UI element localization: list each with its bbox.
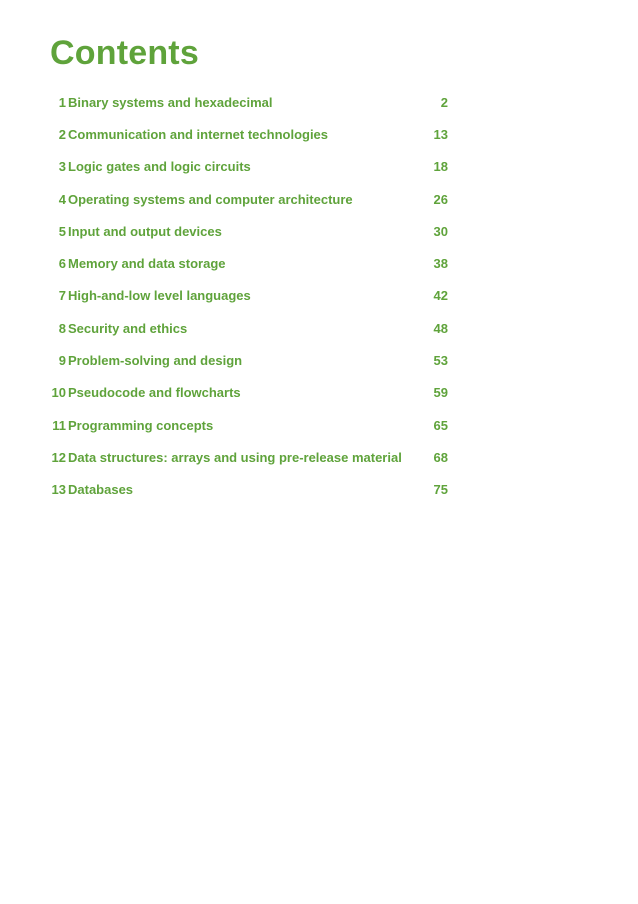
chapter-title: Operating systems and computer architecture bbox=[68, 191, 353, 207]
chapter-number: 9 bbox=[58, 353, 66, 369]
chapter-number: 4 bbox=[58, 191, 66, 207]
toc-entry-3[interactable] bbox=[50, 151, 448, 183]
chapter-title: Binary systems and hexadecimal bbox=[68, 94, 273, 110]
chapter-title: Databases bbox=[68, 482, 134, 498]
table-of-contents bbox=[50, 86, 448, 506]
toc-entry-7[interactable] bbox=[50, 280, 448, 312]
chapter-page-number: 38 bbox=[433, 256, 448, 272]
chapter-title: Pseudocode and flowcharts bbox=[68, 385, 241, 401]
chapter-number: 13 bbox=[51, 482, 66, 498]
chapter-page-number: 59 bbox=[433, 385, 448, 401]
chapter-number: 5 bbox=[58, 223, 66, 239]
chapter-title: High-and-low level languages bbox=[68, 288, 251, 304]
toc-entry-4[interactable] bbox=[50, 183, 448, 215]
chapter-number: 11 bbox=[52, 417, 66, 433]
toc-entry-13[interactable] bbox=[50, 474, 448, 506]
toc-entry-9[interactable] bbox=[50, 344, 448, 376]
toc-entry-2[interactable] bbox=[50, 118, 448, 150]
chapter-title: Communication and internet technologies bbox=[68, 126, 329, 142]
chapter-page-number: 68 bbox=[433, 449, 448, 465]
chapter-title: Logic gates and logic circuits bbox=[68, 159, 251, 175]
chapter-page-number: 2 bbox=[440, 94, 448, 110]
chapter-number: 6 bbox=[58, 256, 66, 272]
chapter-page-number: 26 bbox=[433, 191, 448, 207]
chapter-page-number: 48 bbox=[433, 320, 448, 336]
chapter-page-number: 42 bbox=[433, 288, 448, 304]
chapter-page-number: 30 bbox=[433, 223, 448, 239]
chapter-title: Programming concepts bbox=[68, 417, 214, 433]
chapter-page-number: 53 bbox=[433, 353, 448, 369]
chapter-page-number: 75 bbox=[433, 482, 448, 498]
toc-entry-6[interactable] bbox=[50, 247, 448, 279]
chapter-number: 3 bbox=[58, 159, 66, 175]
chapter-title: Memory and data storage bbox=[68, 256, 226, 272]
toc-entry-1[interactable] bbox=[50, 86, 448, 118]
toc-entry-11[interactable] bbox=[50, 409, 448, 441]
chapter-title: Input and output devices bbox=[68, 223, 222, 239]
toc-entry-12[interactable] bbox=[50, 441, 448, 473]
chapter-number: 1 bbox=[58, 94, 66, 110]
chapter-title: Security and ethics bbox=[68, 320, 188, 336]
chapter-number: 8 bbox=[58, 320, 66, 336]
toc-entry-5[interactable] bbox=[50, 215, 448, 247]
toc-entry-10[interactable] bbox=[50, 377, 448, 409]
chapter-page-number: 13 bbox=[433, 126, 448, 142]
chapter-number: 10 bbox=[51, 385, 66, 401]
chapter-number: 2 bbox=[58, 126, 66, 142]
chapter-page-number: 65 bbox=[433, 417, 448, 433]
toc-entry-8[interactable] bbox=[50, 312, 448, 344]
chapter-title: Data structures: arrays and using pre-release material bbox=[68, 449, 402, 465]
chapter-number: 12 bbox=[51, 449, 66, 465]
page-title: Contents bbox=[50, 34, 199, 72]
chapter-title: Problem-solving and design bbox=[68, 353, 243, 369]
chapter-number: 7 bbox=[58, 288, 66, 304]
chapter-page-number: 18 bbox=[433, 159, 448, 175]
